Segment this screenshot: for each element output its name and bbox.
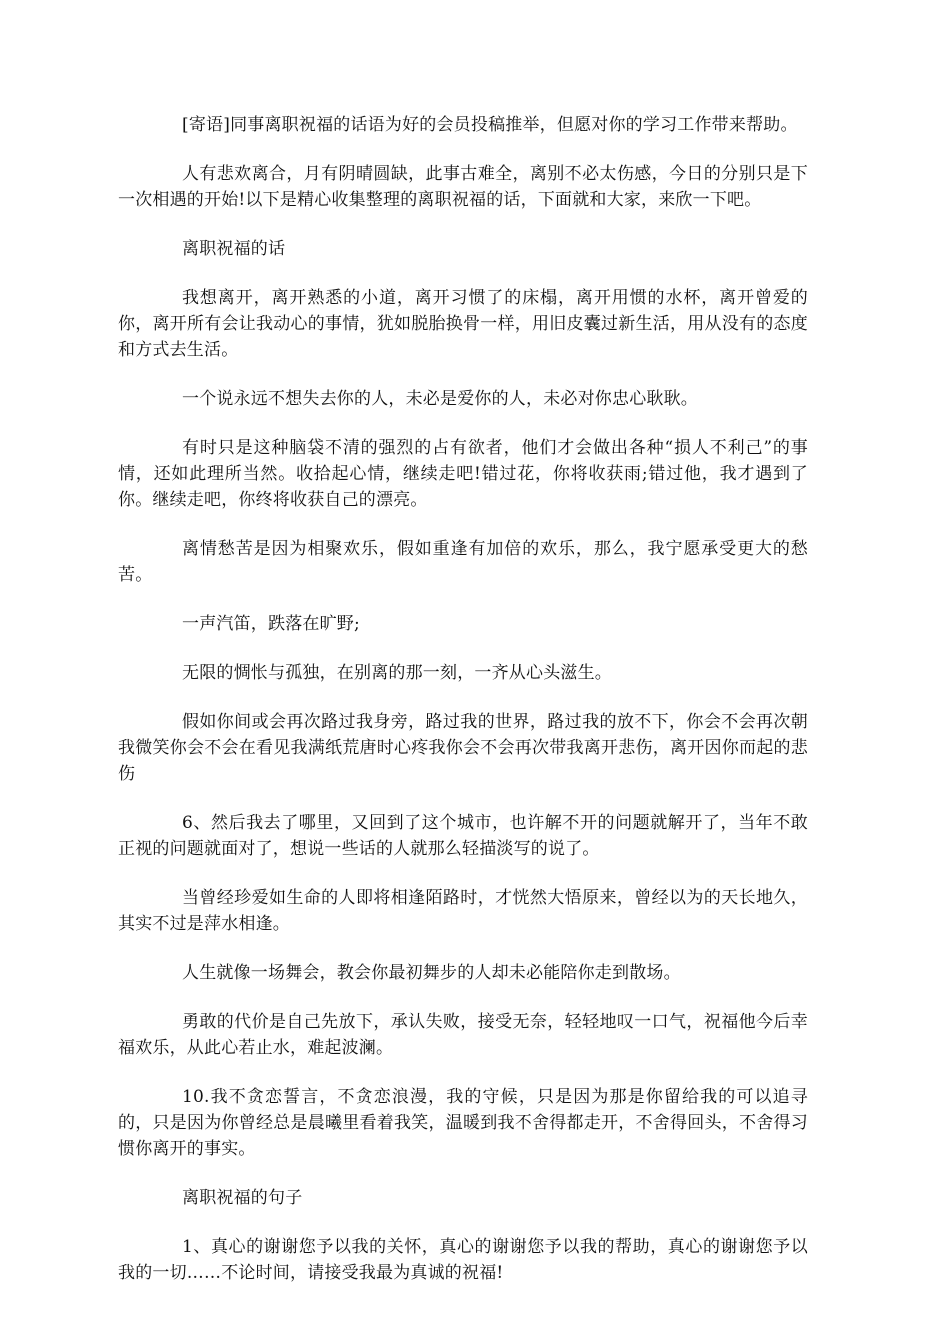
body-paragraph: 当曾经珍爱如生命的人即将相逢陌路时，才恍然大悟原来，曾经以为的天长地久，其实不过是萍水相逢。 <box>118 888 808 934</box>
section-heading: 离职祝福的话 <box>182 239 286 259</box>
intro-paragraph: [寄语]同事离职祝福的话语为好的会员投稿推举，但愿对你的学习工作带来帮助。 <box>182 115 798 135</box>
body-paragraph: 有时只是这种脑袋不清的强烈的占有欲者，他们才会做出各种“损人不利己”的事情，还如此理所当然。收拾起心情，继续走吧!错过花，你将收获雨;错过他，我才遇到了你。继续走吧，你终将收获自己的漂亮。 <box>118 438 808 510</box>
body-paragraph: 离情愁苦是因为相聚欢乐，假如重逢有加倍的欢乐，那么，我宁愿承受更大的愁苦。 <box>118 539 808 585</box>
body-paragraph: 无限的惆怅与孤独，在别离的那一刻，一齐从心头滋生。 <box>182 663 612 683</box>
intro-paragraph: 人有悲欢离合，月有阴晴圆缺，此事古难全，离别不必太伤感，今日的分别只是下一次相遇的开始!以下是精心收集整理的离职祝福的话，下面就和大家，来欣一下吧。 <box>118 164 808 210</box>
body-paragraph: 假如你间或会再次路过我身旁，路过我的世界，路过我的放不下，你会不会再次朝我微笑你会不会在看见我满纸荒唐时心疼我你会不会再次带我离开悲伤，离开因你而起的悲伤 <box>118 712 808 784</box>
body-paragraph: 10.我不贪恋誓言，不贪恋浪漫，我的守候，只是因为那是你留给我的可以追寻的，只是因为你曾经总是晨曦里看着我笑，温暖到我不舍得都走开，不舍得回头，不舍得习惯你离开的事实。 <box>118 1087 808 1159</box>
section-heading: 离职祝福的句子 <box>182 1188 303 1208</box>
body-paragraph: 勇敢的代价是自己先放下，承认失败，接受无奈，轻轻地叹一口气，祝福他今后幸福欢乐，从此心若止水，难起波澜。 <box>118 1012 808 1058</box>
document-body <box>118 112 808 1309</box>
body-paragraph: 一声汽笛，跌落在旷野; <box>182 614 360 634</box>
body-paragraph: 我想离开，离开熟悉的小道，离开习惯了的床榻，离开用惯的水杯，离开曾爱的你，离开所有会让我动心的事情，犹如脱胎换骨一样，用旧皮囊过新生活，用从没有的态度和方式去生活。 <box>118 288 808 360</box>
body-paragraph: 1、真心的谢谢您予以我的关怀，真心的谢谢您予以我的帮助，真心的谢谢您予以我的一切……不论时间，请接受我最为真诚的祝福! <box>118 1237 808 1283</box>
body-paragraph: 一个说永远不想失去你的人，未必是爱你的人，未必对你忠心耿耿。 <box>182 389 698 409</box>
body-paragraph: 人生就像一场舞会，教会你最初舞步的人却未必能陪你走到散场。 <box>182 963 681 983</box>
body-paragraph: 6、然后我去了哪里，又回到了这个城市，也许解不开的问题就解开了，当年不敢正视的问题就面对了，想说一些话的人就那么轻描淡写的说了。 <box>118 813 808 859</box>
